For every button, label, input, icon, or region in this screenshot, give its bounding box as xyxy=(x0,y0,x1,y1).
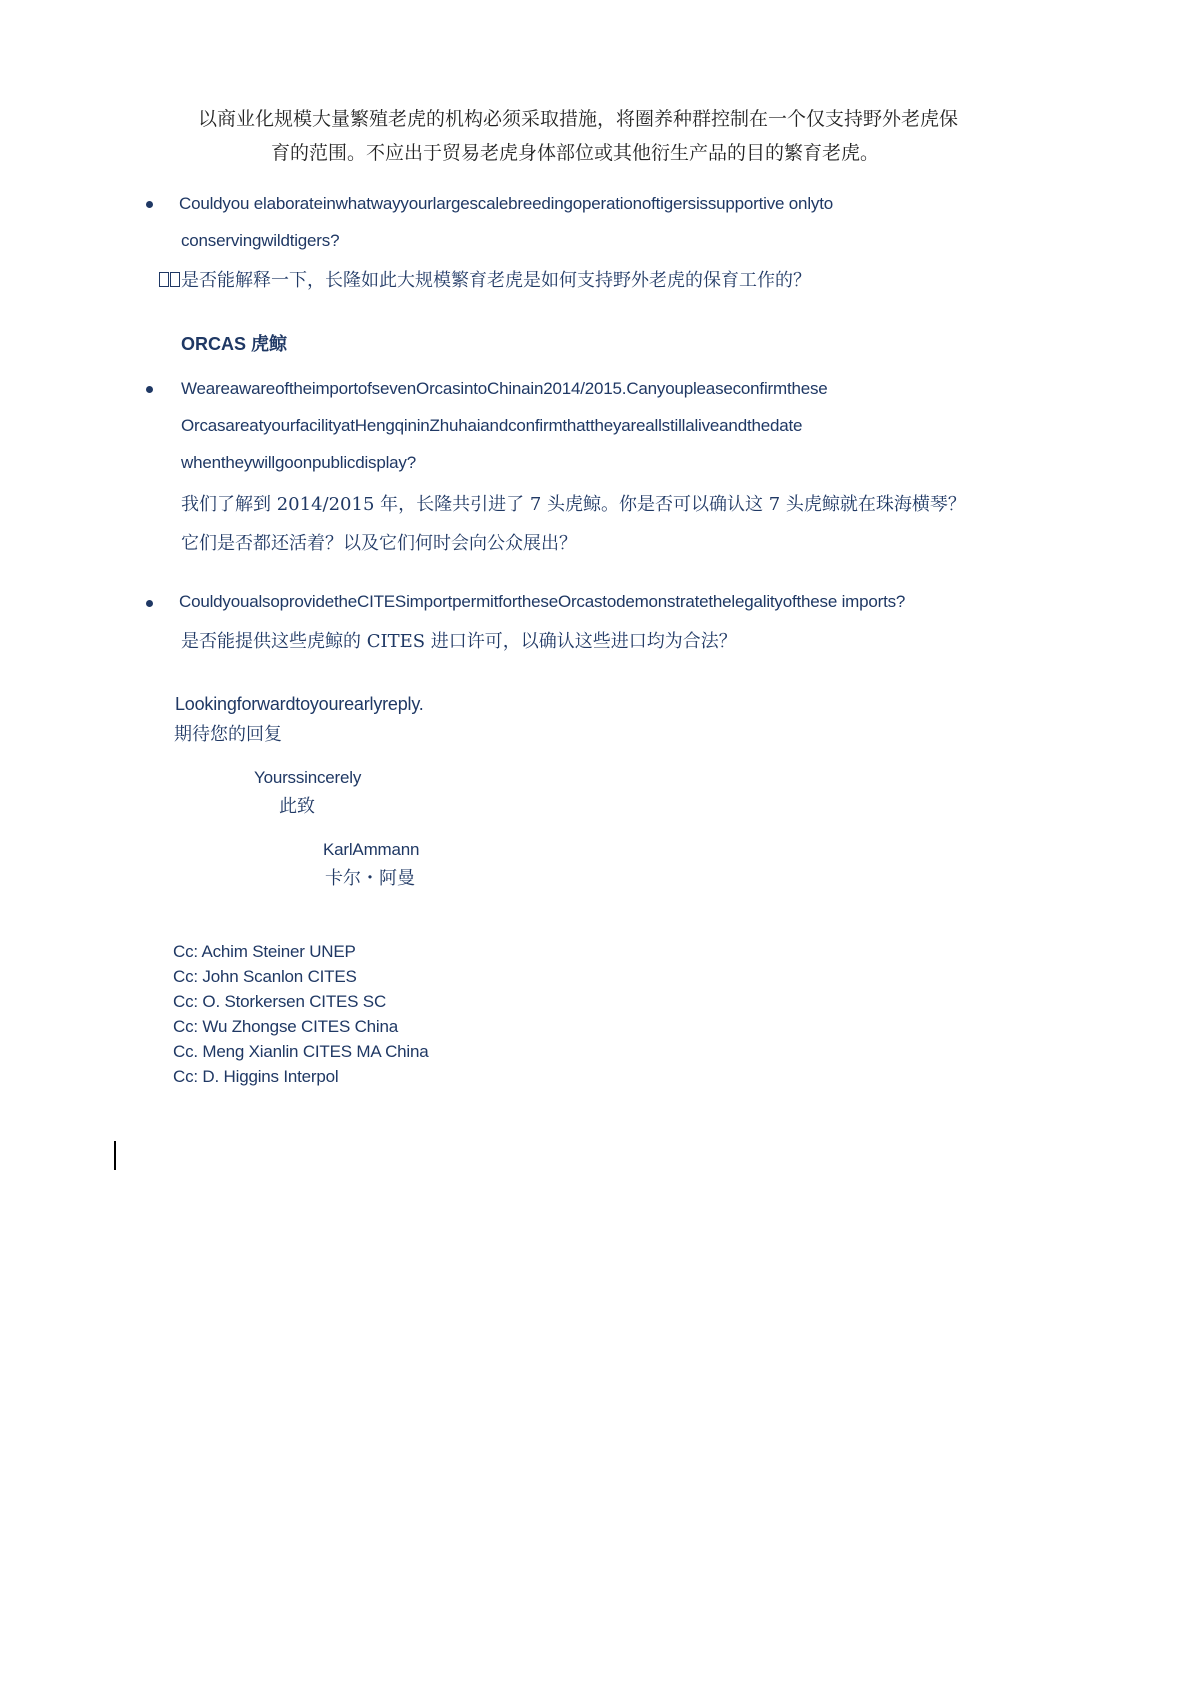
question-2-zh-line-2: 它们是否都还活着？以及它们何时会向公众展出？ xyxy=(181,533,577,554)
question-2-en-line-2: OrcasareatyourfacilityatHengqininZhuhaiandconfirmthattheyareallstillaliveandthedate xyxy=(181,416,803,435)
closing-en: Lookingforwardtoyourearlyreply. xyxy=(175,694,424,714)
missing-glyph-icon xyxy=(159,272,169,287)
orcas-heading: ORCAS 虎鲸 xyxy=(181,334,288,354)
question-3-zh: 是否能提供这些虎鲸的 CITES 进口许可，以确认这些进口均为合法？ xyxy=(181,631,737,652)
intro-line-1: 以商业化规模大量繁殖老虎的机构必须采取措施，将圈养种群控制在一个仅支持野外老虎保 xyxy=(198,108,959,130)
intro-line-2: 育的范围。不应出于贸易老虎身体部位或其他衍生产品的目的繁育老虎。 xyxy=(271,142,880,164)
question-2-en-line-3: whentheywillgoonpublicdisplay? xyxy=(181,453,416,472)
bullet-2 xyxy=(146,386,153,393)
bullet-1 xyxy=(146,201,153,208)
question-2-en-line-1: WeareawareoftheimportofsevenOrcasintoChinain2014/2015.Canyoupleaseconfirmthese xyxy=(181,379,828,398)
signoff-en: Yourssincerely xyxy=(254,768,362,787)
question-1-zh xyxy=(159,266,811,292)
question-1-en-line-2: conservingwildtigers? xyxy=(181,231,340,250)
signature-zh: 卡尔・阿曼 xyxy=(325,868,415,889)
bullet-3 xyxy=(146,600,153,607)
question-2-zh-line-1: 我们了解到 2014/2015 年，长隆共引进了 7 头虎鲸。你是否可以确认这 7 头虎鲸就在珠海横琴？ xyxy=(181,494,966,515)
question-3-en: CouldyoualsoprovidetheCITESimportpermitfortheseOrcastodemonstratethelegalityofthese imports? xyxy=(179,592,906,611)
question-1-en-line-1: Couldyou elaborateinwhatwayyourlargescalebreedingoperationoftigersissupportive onlyto xyxy=(179,194,833,213)
text-cursor[interactable] xyxy=(114,1141,116,1170)
signature-en: KarlAmmann xyxy=(323,840,420,859)
cc-line: Cc: Achim Steiner UNEP xyxy=(173,942,356,961)
signoff-zh: 此致 xyxy=(279,796,315,817)
missing-glyph-icon xyxy=(170,272,180,287)
cc-line: Cc: O. Storkersen CITES SC xyxy=(173,992,387,1011)
cc-line: Cc: Wu Zhongse CITES China xyxy=(173,1017,399,1036)
cc-line: Cc. Meng Xianlin CITES MA China xyxy=(173,1042,429,1061)
cc-line: Cc: D. Higgins Interpol xyxy=(173,1067,339,1086)
closing-zh: 期待您的回复 xyxy=(174,724,282,745)
question-1-zh-text: 是否能解释一下，长隆如此大规模繁育老虎是如何支持野外老虎的保育工作的？ xyxy=(181,270,811,291)
cc-line: Cc: John Scanlon CITES xyxy=(173,967,357,986)
